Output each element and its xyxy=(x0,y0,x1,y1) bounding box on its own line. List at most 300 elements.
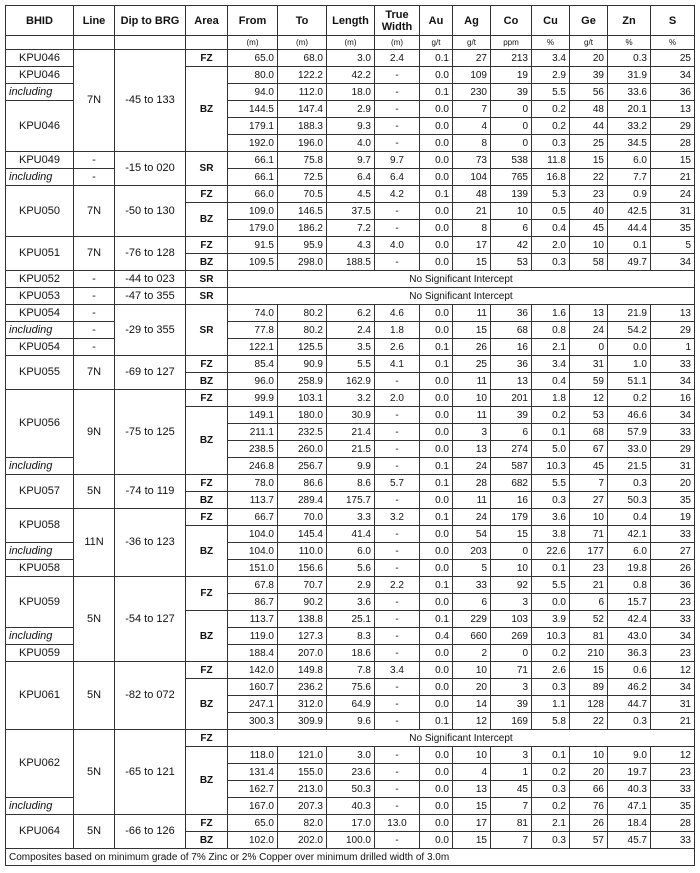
s-cell: 21 xyxy=(651,713,695,730)
ge-cell: 31 xyxy=(570,356,608,373)
length-cell: 8.6 xyxy=(327,475,375,492)
ge-cell: 15 xyxy=(570,662,608,679)
bhid-cell: KPU053 xyxy=(6,288,74,305)
from-cell: 94.0 xyxy=(228,84,278,101)
from-cell: 85.4 xyxy=(228,356,278,373)
co-cell: 13 xyxy=(491,373,532,390)
zn-cell: 42.4 xyxy=(608,611,651,628)
zn-cell: 19.7 xyxy=(608,764,651,781)
dip-brg-cell: -54 to 127 xyxy=(115,577,186,662)
cu-cell: 0.2 xyxy=(532,764,570,781)
from-cell: 78.0 xyxy=(228,475,278,492)
co-cell: 7 xyxy=(491,798,532,815)
zn-cell: 18.4 xyxy=(608,815,651,832)
ag-cell: 12 xyxy=(453,713,491,730)
ge-cell: 45 xyxy=(570,220,608,237)
from-cell: 66.1 xyxy=(228,169,278,186)
cu-cell: 0.1 xyxy=(532,560,570,577)
to-cell: 309.9 xyxy=(278,713,327,730)
ag-cell: 33 xyxy=(453,577,491,594)
dip-brg-cell: -75 to 125 xyxy=(115,390,186,475)
length-cell: 3.6 xyxy=(327,594,375,611)
zn-cell: 31.9 xyxy=(608,67,651,84)
true-width-cell: - xyxy=(375,764,420,781)
au-cell: 0.0 xyxy=(420,237,453,254)
ag-cell: 27 xyxy=(453,50,491,67)
table-row xyxy=(6,390,695,407)
s-cell: 26 xyxy=(651,560,695,577)
ag-cell: 26 xyxy=(453,339,491,356)
ag-cell: 11 xyxy=(453,305,491,322)
zn-cell: 15.7 xyxy=(608,594,651,611)
line-cell: 5N xyxy=(74,730,115,815)
zn-cell: 42.1 xyxy=(608,526,651,543)
co-cell: 103 xyxy=(491,611,532,628)
unit-label xyxy=(6,36,74,50)
s-cell: 33 xyxy=(651,424,695,441)
s-cell: 29 xyxy=(651,118,695,135)
cu-cell: 5.5 xyxy=(532,577,570,594)
length-cell: 9.7 xyxy=(327,152,375,169)
bhid-cell: KPU046 xyxy=(6,67,74,84)
s-cell: 24 xyxy=(651,186,695,203)
table-row xyxy=(6,322,695,339)
column-header: S xyxy=(651,6,695,36)
length-cell: 42.2 xyxy=(327,67,375,84)
true-width-cell: - xyxy=(375,832,420,849)
au-cell: 0.0 xyxy=(420,305,453,322)
co-cell: 36 xyxy=(491,305,532,322)
bhid-cell: KPU062 xyxy=(6,730,74,798)
length-cell: 175.7 xyxy=(327,492,375,509)
from-cell: 149.1 xyxy=(228,407,278,424)
unit-label: (m) xyxy=(375,36,420,50)
s-cell: 34 xyxy=(651,628,695,645)
au-cell: 0.0 xyxy=(420,832,453,849)
to-cell: 127.3 xyxy=(278,628,327,645)
au-cell: 0.1 xyxy=(420,84,453,101)
cu-cell: 0.4 xyxy=(532,220,570,237)
co-cell: 269 xyxy=(491,628,532,645)
au-cell: 0.0 xyxy=(420,526,453,543)
cu-cell: 0.3 xyxy=(532,135,570,152)
true-width-cell: - xyxy=(375,67,420,84)
ge-cell: 177 xyxy=(570,543,608,560)
dip-brg-cell: -47 to 355 xyxy=(115,288,186,305)
co-cell: 10 xyxy=(491,203,532,220)
au-cell: 0.0 xyxy=(420,424,453,441)
co-cell: 68 xyxy=(491,322,532,339)
bhid-cell: KPU046 xyxy=(6,50,74,67)
au-cell: 0.0 xyxy=(420,254,453,271)
ag-cell: 11 xyxy=(453,373,491,390)
area-cell: BZ xyxy=(186,492,228,509)
ge-cell: 27 xyxy=(570,492,608,509)
ag-cell: 21 xyxy=(453,203,491,220)
cu-cell: 0.3 xyxy=(532,679,570,696)
to-cell: 256.7 xyxy=(278,458,327,475)
length-cell: 188.5 xyxy=(327,254,375,271)
co-cell: 10 xyxy=(491,560,532,577)
zn-cell: 6.0 xyxy=(608,152,651,169)
area-cell: BZ xyxy=(186,747,228,815)
dip-brg-cell: -15 to 020 xyxy=(115,152,186,186)
from-cell: 66.0 xyxy=(228,186,278,203)
to-cell: 258.9 xyxy=(278,373,327,390)
no-significant-intercept: No Significant Intercept xyxy=(228,271,695,288)
from-cell: 113.7 xyxy=(228,492,278,509)
zn-cell: 0.3 xyxy=(608,475,651,492)
including-label: including xyxy=(6,798,74,815)
header-row xyxy=(6,6,695,36)
au-cell: 0.0 xyxy=(420,662,453,679)
zn-cell: 1.0 xyxy=(608,356,651,373)
to-cell: 236.2 xyxy=(278,679,327,696)
to-cell: 155.0 xyxy=(278,764,327,781)
from-cell: 192.0 xyxy=(228,135,278,152)
to-cell: 146.5 xyxy=(278,203,327,220)
to-cell: 95.9 xyxy=(278,237,327,254)
bhid-cell: KPU054 xyxy=(6,305,74,322)
line-cell: - xyxy=(74,322,115,339)
au-cell: 0.0 xyxy=(420,118,453,135)
table-row xyxy=(6,305,695,322)
ag-cell: 73 xyxy=(453,152,491,169)
s-cell: 23 xyxy=(651,764,695,781)
co-cell: 19 xyxy=(491,67,532,84)
to-cell: 75.8 xyxy=(278,152,327,169)
cu-cell: 3.9 xyxy=(532,611,570,628)
s-cell: 29 xyxy=(651,322,695,339)
ge-cell: 23 xyxy=(570,186,608,203)
length-cell: 7.8 xyxy=(327,662,375,679)
from-cell: 96.0 xyxy=(228,373,278,390)
au-cell: 0.0 xyxy=(420,781,453,798)
ag-cell: 7 xyxy=(453,101,491,118)
ag-cell: 229 xyxy=(453,611,491,628)
unit-label xyxy=(74,36,115,50)
co-cell: 139 xyxy=(491,186,532,203)
to-cell: 70.5 xyxy=(278,186,327,203)
s-cell: 29 xyxy=(651,441,695,458)
ge-cell: 56 xyxy=(570,84,608,101)
bhid-cell: KPU054 xyxy=(6,339,74,356)
bhid-cell: KPU058 xyxy=(6,560,74,577)
column-header: Line xyxy=(74,6,115,36)
ge-cell: 59 xyxy=(570,373,608,390)
cu-cell: 0.1 xyxy=(532,424,570,441)
cu-cell: 5.3 xyxy=(532,186,570,203)
length-cell: 41.4 xyxy=(327,526,375,543)
co-cell: 682 xyxy=(491,475,532,492)
area-cell: FZ xyxy=(186,356,228,373)
true-width-cell: - xyxy=(375,781,420,798)
true-width-cell: 3.4 xyxy=(375,662,420,679)
co-cell: 1 xyxy=(491,764,532,781)
column-header: To xyxy=(278,6,327,36)
table-row xyxy=(6,815,695,832)
true-width-cell: - xyxy=(375,560,420,577)
zn-cell: 49.7 xyxy=(608,254,651,271)
ag-cell: 3 xyxy=(453,424,491,441)
s-cell: 34 xyxy=(651,679,695,696)
au-cell: 0.1 xyxy=(420,611,453,628)
length-cell: 9.3 xyxy=(327,118,375,135)
unit-label: g/t xyxy=(420,36,453,50)
to-cell: 121.0 xyxy=(278,747,327,764)
table-row xyxy=(6,356,695,373)
true-width-cell: - xyxy=(375,747,420,764)
zn-cell: 7.7 xyxy=(608,169,651,186)
true-width-cell: - xyxy=(375,441,420,458)
dip-brg-cell: -76 to 128 xyxy=(115,237,186,271)
table-row xyxy=(6,577,695,594)
dip-brg-cell: -66 to 126 xyxy=(115,815,186,849)
s-cell: 25 xyxy=(651,50,695,67)
from-cell: 211.1 xyxy=(228,424,278,441)
from-cell: 142.0 xyxy=(228,662,278,679)
from-cell: 160.7 xyxy=(228,679,278,696)
s-cell: 1 xyxy=(651,339,695,356)
ag-cell: 15 xyxy=(453,254,491,271)
cu-cell: 5.8 xyxy=(532,713,570,730)
from-cell: 119.0 xyxy=(228,628,278,645)
true-width-cell: 4.2 xyxy=(375,186,420,203)
true-width-cell: 4.0 xyxy=(375,237,420,254)
s-cell: 15 xyxy=(651,152,695,169)
area-cell: SR xyxy=(186,288,228,305)
to-cell: 112.0 xyxy=(278,84,327,101)
true-width-cell: - xyxy=(375,101,420,118)
from-cell: 122.1 xyxy=(228,339,278,356)
cu-cell: 5.5 xyxy=(532,475,570,492)
length-cell: 25.1 xyxy=(327,611,375,628)
length-cell: 21.4 xyxy=(327,424,375,441)
true-width-cell: 5.7 xyxy=(375,475,420,492)
ag-cell: 10 xyxy=(453,747,491,764)
from-cell: 188.4 xyxy=(228,645,278,662)
cu-cell: 10.3 xyxy=(532,458,570,475)
area-cell: BZ xyxy=(186,679,228,730)
s-cell: 35 xyxy=(651,798,695,815)
s-cell: 20 xyxy=(651,475,695,492)
column-header: Au xyxy=(420,6,453,36)
column-header: True Width xyxy=(375,6,420,36)
true-width-cell: 2.4 xyxy=(375,50,420,67)
dip-brg-cell: -45 to 133 xyxy=(115,50,186,152)
length-cell: 6.2 xyxy=(327,305,375,322)
ge-cell: 40 xyxy=(570,203,608,220)
from-cell: 131.4 xyxy=(228,764,278,781)
true-width-cell: - xyxy=(375,220,420,237)
ag-cell: 15 xyxy=(453,798,491,815)
ge-cell: 24 xyxy=(570,322,608,339)
from-cell: 65.0 xyxy=(228,815,278,832)
au-cell: 0.1 xyxy=(420,458,453,475)
unit-label: % xyxy=(532,36,570,50)
to-cell: 110.0 xyxy=(278,543,327,560)
zn-cell: 46.6 xyxy=(608,407,651,424)
length-cell: 64.9 xyxy=(327,696,375,713)
ge-cell: 48 xyxy=(570,101,608,118)
zn-cell: 0.2 xyxy=(608,390,651,407)
length-cell: 50.3 xyxy=(327,781,375,798)
bhid-cell: KPU057 xyxy=(6,475,74,509)
co-cell: 213 xyxy=(491,50,532,67)
line-cell: 7N xyxy=(74,186,115,237)
true-width-cell: - xyxy=(375,645,420,662)
from-cell: 67.8 xyxy=(228,577,278,594)
from-cell: 246.8 xyxy=(228,458,278,475)
cu-cell: 2.0 xyxy=(532,237,570,254)
ag-cell: 104 xyxy=(453,169,491,186)
to-cell: 202.0 xyxy=(278,832,327,849)
co-cell: 0 xyxy=(491,135,532,152)
co-cell: 7 xyxy=(491,832,532,849)
true-width-cell: - xyxy=(375,407,420,424)
ge-cell: 0 xyxy=(570,339,608,356)
line-cell: 11N xyxy=(74,509,115,577)
zn-cell: 0.8 xyxy=(608,577,651,594)
line-cell: 9N xyxy=(74,390,115,475)
true-width-cell: - xyxy=(375,118,420,135)
co-cell: 81 xyxy=(491,815,532,832)
zn-cell: 20.1 xyxy=(608,101,651,118)
dip-brg-cell: -44 to 023 xyxy=(115,271,186,288)
au-cell: 0.0 xyxy=(420,322,453,339)
to-cell: 90.2 xyxy=(278,594,327,611)
ge-cell: 7 xyxy=(570,475,608,492)
column-header: Cu xyxy=(532,6,570,36)
true-width-cell: 2.2 xyxy=(375,577,420,594)
cu-cell: 10.3 xyxy=(532,628,570,645)
to-cell: 180.0 xyxy=(278,407,327,424)
table-row xyxy=(6,271,695,288)
s-cell: 33 xyxy=(651,526,695,543)
ag-cell: 15 xyxy=(453,832,491,849)
to-cell: 156.6 xyxy=(278,560,327,577)
ge-cell: 210 xyxy=(570,645,608,662)
ag-cell: 14 xyxy=(453,696,491,713)
zn-cell: 51.1 xyxy=(608,373,651,390)
au-cell: 0.1 xyxy=(420,509,453,526)
ag-cell: 4 xyxy=(453,118,491,135)
true-width-cell: 9.7 xyxy=(375,152,420,169)
column-header: Zn xyxy=(608,6,651,36)
au-cell: 0.1 xyxy=(420,186,453,203)
zn-cell: 46.2 xyxy=(608,679,651,696)
unit-label: % xyxy=(651,36,695,50)
unit-label: g/t xyxy=(453,36,491,50)
zn-cell: 45.7 xyxy=(608,832,651,849)
ag-cell: 48 xyxy=(453,186,491,203)
s-cell: 31 xyxy=(651,696,695,713)
cu-cell: 3.4 xyxy=(532,356,570,373)
length-cell: 30.9 xyxy=(327,407,375,424)
zn-cell: 33.2 xyxy=(608,118,651,135)
ge-cell: 52 xyxy=(570,611,608,628)
from-cell: 104.0 xyxy=(228,526,278,543)
co-cell: 15 xyxy=(491,526,532,543)
ag-cell: 17 xyxy=(453,815,491,832)
area-cell: BZ xyxy=(186,407,228,475)
s-cell: 35 xyxy=(651,492,695,509)
table-row xyxy=(6,50,695,67)
true-width-cell: - xyxy=(375,203,420,220)
bhid-cell: KPU059 xyxy=(6,645,74,662)
co-cell: 16 xyxy=(491,492,532,509)
bhid-cell: KPU056 xyxy=(6,390,74,458)
cu-cell: 0.2 xyxy=(532,645,570,662)
to-cell: 72.5 xyxy=(278,169,327,186)
length-cell: 5.5 xyxy=(327,356,375,373)
from-cell: 86.7 xyxy=(228,594,278,611)
ge-cell: 10 xyxy=(570,747,608,764)
ag-cell: 11 xyxy=(453,407,491,424)
area-cell: FZ xyxy=(186,577,228,611)
co-cell: 3 xyxy=(491,594,532,611)
to-cell: 70.7 xyxy=(278,577,327,594)
co-cell: 0 xyxy=(491,101,532,118)
au-cell: 0.0 xyxy=(420,407,453,424)
zn-cell: 33.0 xyxy=(608,441,651,458)
s-cell: 33 xyxy=(651,611,695,628)
au-cell: 0.1 xyxy=(420,50,453,67)
length-cell: 4.0 xyxy=(327,135,375,152)
true-width-cell: 2.6 xyxy=(375,339,420,356)
ag-cell: 28 xyxy=(453,475,491,492)
bhid-cell: KPU046 xyxy=(6,101,74,152)
bhid-cell: KPU064 xyxy=(6,815,74,849)
cu-cell: 0.3 xyxy=(532,254,570,271)
line-cell: 7N xyxy=(74,50,115,152)
area-cell: FZ xyxy=(186,730,228,747)
table-row xyxy=(6,730,695,747)
s-cell: 13 xyxy=(651,305,695,322)
co-cell: 0 xyxy=(491,645,532,662)
zn-cell: 21.9 xyxy=(608,305,651,322)
bhid-cell: KPU059 xyxy=(6,577,74,628)
area-cell: FZ xyxy=(186,237,228,254)
line-cell: - xyxy=(74,271,115,288)
including-label: including xyxy=(6,84,74,101)
co-cell: 39 xyxy=(491,407,532,424)
co-cell: 36 xyxy=(491,356,532,373)
au-cell: 0.0 xyxy=(420,747,453,764)
unit-label: (m) xyxy=(327,36,375,50)
co-cell: 92 xyxy=(491,577,532,594)
length-cell: 6.4 xyxy=(327,169,375,186)
ge-cell: 67 xyxy=(570,441,608,458)
co-cell: 3 xyxy=(491,679,532,696)
au-cell: 0.0 xyxy=(420,441,453,458)
line-cell: - xyxy=(74,339,115,356)
dip-brg-cell: -29 to 355 xyxy=(115,305,186,356)
from-cell: 247.1 xyxy=(228,696,278,713)
bhid-cell: KPU055 xyxy=(6,356,74,390)
co-cell: 179 xyxy=(491,509,532,526)
ge-cell: 23 xyxy=(570,560,608,577)
column-header: Length xyxy=(327,6,375,36)
including-label: including xyxy=(6,628,74,645)
length-cell: 4.3 xyxy=(327,237,375,254)
zn-cell: 0.0 xyxy=(608,339,651,356)
cu-cell: 3.6 xyxy=(532,509,570,526)
s-cell: 36 xyxy=(651,577,695,594)
au-cell: 0.1 xyxy=(420,475,453,492)
zn-cell: 50.3 xyxy=(608,492,651,509)
no-significant-intercept: No Significant Intercept xyxy=(228,288,695,305)
